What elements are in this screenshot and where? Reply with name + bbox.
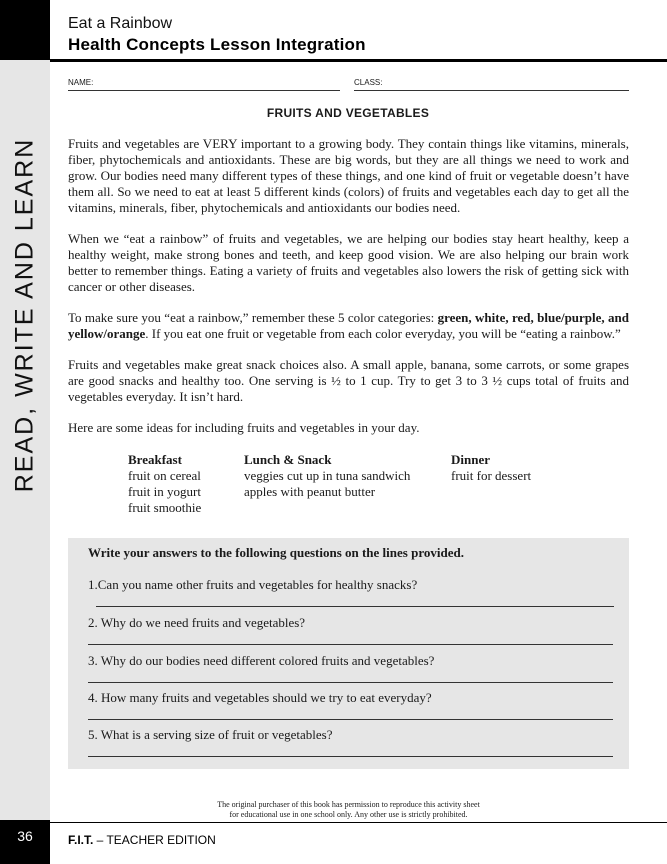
copyright-note xyxy=(68,800,629,820)
class-field[interactable] xyxy=(354,78,629,91)
breakfast-column xyxy=(128,452,201,516)
question-5: 5. What is a serving size of fruit or vegetables? xyxy=(88,727,333,742)
question-1: 1.Can you name other fruits and vegetables for healthy snacks? xyxy=(88,577,418,592)
breakfast-item: fruit in yogurt xyxy=(128,484,201,499)
header-subtitle: Eat a Rainbow xyxy=(68,15,173,32)
answer-line-4[interactable] xyxy=(88,719,613,720)
paragraph-5: Here are some ideas for including fruits and vegetables in your day. xyxy=(68,420,420,435)
dinner-column xyxy=(451,452,531,484)
footer-label-rest: – TEACHER EDITION xyxy=(93,833,216,847)
question-2: 2. Why do we need fruits and vegetables? xyxy=(88,615,306,630)
header-title: Health Concepts Lesson Integration xyxy=(68,35,366,54)
lunch-heading: Lunch & Snack xyxy=(244,452,332,467)
lunch-column xyxy=(244,452,410,500)
paragraph-3-text: To make sure you “eat a rainbow,” remember these 5 color categories: xyxy=(68,310,438,325)
breakfast-item: fruit smoothie xyxy=(128,500,202,515)
name-field[interactable] xyxy=(68,78,340,91)
answer-line-1[interactable] xyxy=(96,606,614,607)
side-banner: READ, WRITE AND LEARN xyxy=(10,137,39,493)
answer-line-5[interactable] xyxy=(88,756,613,757)
color-categories: green, white, red, blue/purple, and yellow/orange xyxy=(68,310,629,341)
answer-line-2[interactable] xyxy=(88,644,613,645)
breakfast-heading: Breakfast xyxy=(128,452,182,467)
header-rule xyxy=(50,59,667,62)
questions-box xyxy=(68,538,629,769)
section-title: FRUITS AND VEGETABLES xyxy=(266,106,430,120)
side-panel xyxy=(0,60,50,820)
paragraph-2: When we “eat a rainbow” of fruits and vegetables, we are helping our bodies stay heart healthy, keep a healthy weight, make strong bones and teeth, and keep good vision. We are also helping our brain work better to remember things. Eating a variety of fruits and vegetables also lowers the risk of getting sick with cancer or other diseases. xyxy=(68,231,629,294)
name-label: NAME: xyxy=(68,78,94,87)
answer-line-3[interactable] xyxy=(88,682,613,683)
footer-label xyxy=(68,833,216,847)
dinner-heading: Dinner xyxy=(451,452,490,467)
breakfast-item: fruit on cereal xyxy=(128,468,201,483)
copyright-line-1: The original purchaser of this book has permission to reproduce this activity sheet xyxy=(217,800,480,809)
page-number: 36 xyxy=(17,828,33,844)
question-4: 4. How many fruits and vegetables should we try to eat everyday? xyxy=(88,690,432,705)
footer-rule xyxy=(50,822,667,823)
questions-header: Write your answers to the following questions on the lines provided. xyxy=(88,545,464,560)
lunch-item: veggies cut up in tuna sandwich xyxy=(244,468,411,483)
paragraph-3 xyxy=(68,310,629,342)
paragraph-3-end: . If you eat one fruit or vegetable from each color everyday, you will be “eating a rainbow.” xyxy=(145,326,621,341)
paragraph-4: Fruits and vegetables make great snack choices also. A small apple, banana, some carrots, or some grapes are good snacks and healthy too. One serving is ½ to 1 cup. Try to get 3 to 3 ½ cups total of fruits and vegetables everyday. It isn’t hard. xyxy=(68,357,629,404)
copyright-line-2: for educational use in one school only. Any other use is strictly prohibited. xyxy=(229,810,468,819)
footer-label-bold: F.I.T. xyxy=(68,833,94,847)
paragraph-1: Fruits and vegetables are VERY important to a growing body. They contain things like vitamins, minerals, fiber, phytochemicals and antioxidants. These are big words, but they are all things we need to work and grow. Our bodies need many different types of these things, and one kind of fruit or vegetable doesn’t have them all. So we need to eat at least 5 different kinds (colors) of fruits and vegetables each day to get all the vitamins, minerals, fiber, phytochemicals and antioxidants our bodies need. xyxy=(68,136,629,215)
class-label: CLASS: xyxy=(354,78,383,87)
dinner-item: fruit for dessert xyxy=(451,468,532,483)
question-3: 3. Why do our bodies need different colored fruits and vegetables? xyxy=(88,653,435,668)
lunch-item: apples with peanut butter xyxy=(244,484,376,499)
